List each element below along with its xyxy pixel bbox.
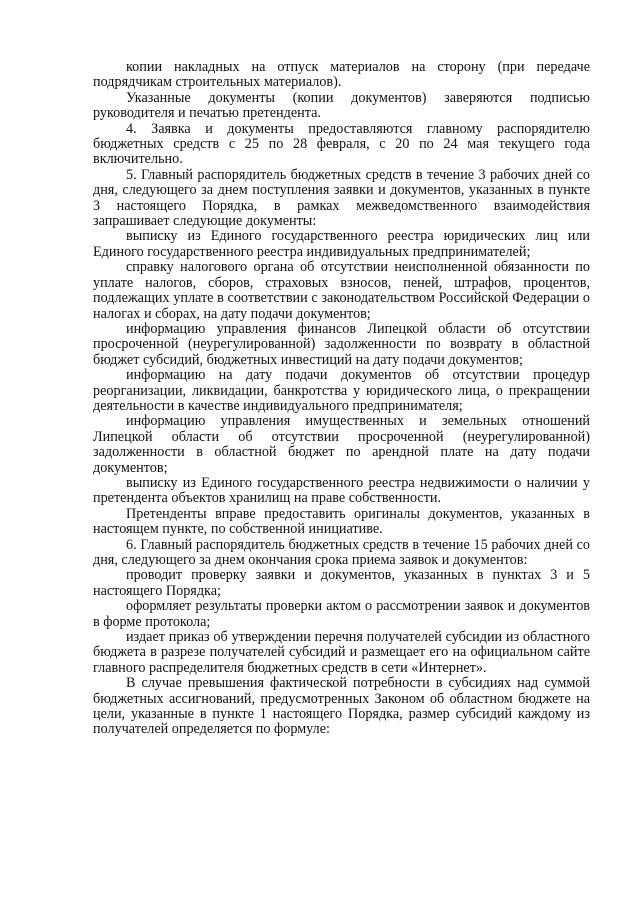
paragraph: информацию управления имущественных и земельных отношений Липецкой области об отсутствии просроченной (неурегулированной) задолженности в областной бюджет по арендной плате на дату подачи документов; — [93, 413, 590, 476]
paragraph: оформляет результаты проверки актом о рассмотрении заявок и документов в форме протокола; — [93, 598, 590, 630]
paragraph: 4. Заявка и документы предоставляются главному распорядителю бюджетных средств с 25 по 28 февраля, с 20 по 24 мая текущего года включительно. — [93, 120, 590, 168]
paragraph: 6. Главный распорядитель бюджетных средств в течение 15 рабочих дней со дня, следующего за днем окончания срока приема заявок и документов: — [93, 536, 590, 568]
paragraph: В случае превышения фактической потребности в субсидиях над суммой бюджетных ассигнований, предусмотренных Законом об областном бюджете на цели, указанные в пункте 1 настоящего Порядка, размер субсидий каждому из получателей определяется по формуле: — [93, 675, 590, 738]
paragraph: издает приказ об утверждении перечня получателей субсидии из областного бюджета в разрезе получателей субсидий и размещает его на официальном сайте главного распределителя бюджетных средств в сети «Интернет». — [93, 629, 590, 676]
paragraph: выписку из Единого государственного реестра юридических лиц или Единого государственного реестра индивидуальных предпринимателей; — [93, 228, 590, 260]
paragraph: 5. Главный распорядитель бюджетных средств в течение 3 рабочих дней со дня, следующего за днем поступления заявки и документов, указанных в пункте 3 настоящего Порядка, в рамках межведомственного взаимодействия запрашивает следующие документы: — [93, 166, 590, 230]
paragraph: копии накладных на отпуск материалов на сторону (при передаче подрядчикам строительных материалов). — [93, 59, 590, 91]
document-body — [93, 60, 590, 738]
paragraph: Претенденты вправе предоставить оригиналы документов, указанных в настоящем пункте, по собственной инициативе. — [93, 505, 590, 538]
paragraph: информацию на дату подачи документов об отсутствии процедур реорганизации, ликвидации, банкротства у юридического лица, о прекращении деятельности в качестве индивидуального предпринимателя; — [93, 367, 590, 414]
paragraph: проводит проверку заявки и документов, указанных в пунктах 3 и 5 настоящего Порядка; — [93, 567, 590, 599]
paragraph: справку налогового органа об отсутствии неисполненной обязанности по уплате налогов, сборов, страховых взносов, пеней, штрафов, процентов, подлежащих уплате в соответствии с законодательством Российской Федерации о налогах и сборах, на дату подачи документов; — [93, 259, 590, 322]
paragraph: информацию управления финансов Липецкой области об отсутствии просроченной (неурегулированной) задолженности по возврату в областной бюджет субсидий, бюджетных инвестиций на дату подачи документов; — [93, 320, 590, 368]
paragraph: выписку из Единого государственного реестра недвижимости о наличии у претендента объектов хранилищ на праве собственности. — [93, 474, 590, 507]
paragraph: Указанные документы (копии документов) заверяются подписью руководителя и печатью претендента. — [93, 89, 590, 122]
